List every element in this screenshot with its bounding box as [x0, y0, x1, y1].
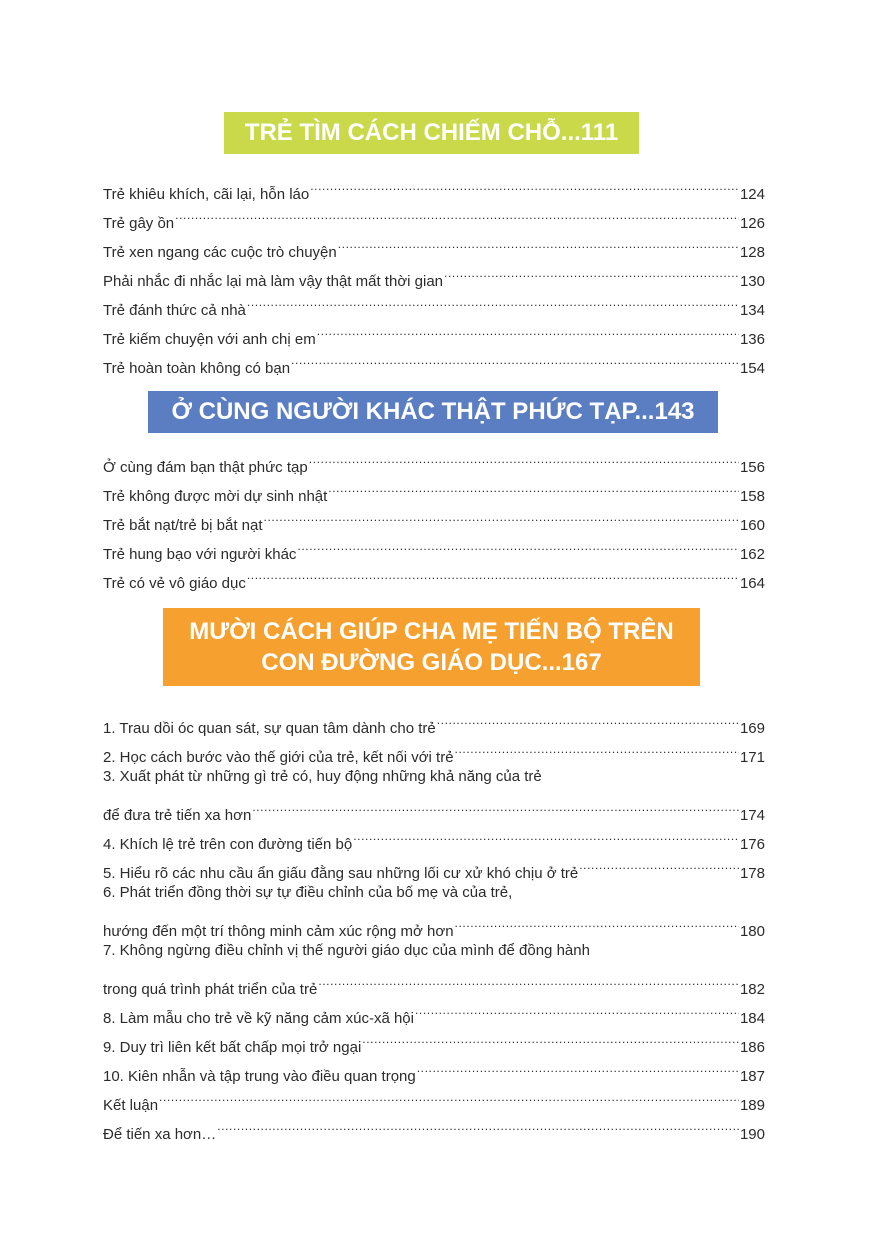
- dot-leader: [362, 1023, 739, 1052]
- toc-entry-title: 7. Không ngừng điều chỉnh vị thế người giáo dục của mình để đồng hành: [103, 942, 590, 959]
- toc-entry-title: Trẻ hung bạo với người khác: [103, 546, 297, 563]
- toc-entry-page: 134: [739, 302, 765, 319]
- dot-leader: [247, 286, 739, 315]
- toc-entry-page: 160: [739, 517, 765, 534]
- dot-leader: [444, 257, 739, 286]
- toc-entry-page: 136: [739, 331, 765, 348]
- dot-leader: [318, 965, 739, 994]
- toc-entry[interactable]: [103, 791, 765, 824]
- toc-list-2: [103, 443, 765, 592]
- toc-entry-page: 178: [739, 865, 765, 882]
- dot-leader: [217, 1110, 739, 1139]
- dot-leader: [264, 501, 739, 530]
- toc-entry-title: Trẻ khiêu khích, cãi lại, hỗn láo: [103, 186, 310, 203]
- toc-entry-title: Kết luận: [103, 1097, 159, 1114]
- toc-entry[interactable]: [103, 965, 765, 998]
- toc-list-1: [103, 170, 765, 377]
- toc-entry-page: 182: [739, 981, 765, 998]
- toc-entry-page: 180: [739, 923, 765, 940]
- dot-leader: [338, 228, 739, 257]
- toc-entry-page: 130: [739, 273, 765, 290]
- toc-entry-page: 164: [739, 575, 765, 592]
- toc-entry-page: 169: [739, 720, 765, 737]
- toc-entry-page: 186: [739, 1039, 765, 1056]
- toc-entry-title: Trẻ đánh thức cả nhà: [103, 302, 246, 319]
- toc-entry-title: Trẻ có vẻ vô giáo dục: [103, 575, 246, 592]
- toc-entry-title: để đưa trẻ tiến xa hơn: [103, 807, 252, 824]
- toc-entry-title: 5. Hiểu rõ các nhu cầu ẩn giấu đằng sau những lối cư xử khó chịu ở trẻ: [103, 865, 579, 882]
- toc-entry[interactable]: [103, 762, 765, 791]
- dot-leader: [309, 443, 739, 472]
- dot-leader: [310, 170, 739, 199]
- dot-leader: [455, 907, 739, 936]
- toc-entry[interactable]: [103, 1110, 765, 1143]
- dot-leader: [415, 994, 739, 1023]
- toc-entry[interactable]: [103, 936, 765, 965]
- toc-entry[interactable]: [103, 1081, 765, 1114]
- toc-entry-title: 4. Khích lệ trẻ trên con đường tiến bộ: [103, 836, 353, 853]
- dot-leader: [247, 559, 739, 588]
- toc-entry[interactable]: [103, 907, 765, 940]
- toc-entry-page: 124: [739, 186, 765, 203]
- toc-entry[interactable]: [103, 704, 765, 737]
- toc-entry-page: 189: [739, 1097, 765, 1114]
- dot-leader: [353, 820, 739, 849]
- toc-entry-page: 156: [739, 459, 765, 476]
- toc-entry-title: 8. Làm mẫu cho trẻ về kỹ năng cảm xúc-xã hội: [103, 1010, 414, 1027]
- toc-entry[interactable]: [103, 443, 765, 476]
- toc-entry[interactable]: [103, 199, 765, 232]
- toc-entry-title: Trẻ kiếm chuyện với anh chị em: [103, 331, 316, 348]
- dot-leader: [437, 704, 739, 733]
- toc-entry-title: Trẻ bắt nạt/trẻ bị bắt nạt: [103, 517, 263, 534]
- section-heading-3: [163, 608, 700, 686]
- toc-entry-page: 128: [739, 244, 765, 261]
- dot-leader: [455, 733, 739, 762]
- toc-entry-page: 187: [739, 1068, 765, 1085]
- dot-leader: [252, 791, 739, 820]
- section-heading-3-line2: CON ĐƯỜNG GIÁO DỤC...167: [261, 649, 602, 676]
- toc-entry-page: 190: [739, 1126, 765, 1143]
- toc-entry-title: Để tiến xa hơn…: [103, 1126, 217, 1143]
- toc-entry-title: 1. Trau dồi óc quan sát, sự quan tâm dành cho trẻ: [103, 720, 436, 737]
- section-heading-3-line1: MƯỜI CÁCH GIÚP CHA MẸ TIẾN BỘ TRÊN: [189, 618, 674, 645]
- toc-entry-title: 9. Duy trì liên kết bất chấp mọi trở ngại: [103, 1039, 362, 1056]
- toc-list-3: [103, 704, 765, 1143]
- dot-leader: [417, 1052, 739, 1081]
- toc-entry[interactable]: [103, 170, 765, 203]
- toc-entry-title: Trẻ xen ngang các cuộc trò chuyện: [103, 244, 337, 261]
- toc-entry-title: Phải nhắc đi nhắc lại mà làm vậy thật mất thời gian: [103, 273, 444, 290]
- dot-leader: [291, 344, 739, 373]
- dot-leader: [328, 472, 739, 501]
- toc-entry-title: 2. Học cách bước vào thế giới của trẻ, kết nối với trẻ: [103, 749, 454, 766]
- toc-entry-page: 158: [739, 488, 765, 505]
- toc-entry-page: 171: [739, 749, 765, 766]
- toc-entry-page: 174: [739, 807, 765, 824]
- toc-entry-page: 176: [739, 836, 765, 853]
- toc-entry-title: 10. Kiên nhẫn và tập trung vào điều quan trọng: [103, 1068, 416, 1085]
- toc-entry-title: Trẻ gây ồn: [103, 215, 175, 232]
- toc-entry-title: Ở cùng đám bạn thật phức tạp: [103, 459, 308, 476]
- toc-entry-title: 6. Phát triển đồng thời sự tự điều chỉnh của bố mẹ và của trẻ,: [103, 884, 513, 901]
- dot-leader: [175, 199, 739, 228]
- toc-entry-title: Trẻ không được mời dự sinh nhật: [103, 488, 328, 505]
- toc-entry[interactable]: [103, 228, 765, 261]
- toc-entry-title: Trẻ hoàn toàn không có bạn: [103, 360, 291, 377]
- toc-entry-page: 184: [739, 1010, 765, 1027]
- toc-entry-title: 3. Xuất phát từ những gì trẻ có, huy động những khả năng của trẻ: [103, 768, 542, 785]
- toc-entry[interactable]: [103, 878, 765, 907]
- toc-entry-page: 162: [739, 546, 765, 563]
- toc-entry-page: 154: [739, 360, 765, 377]
- section-heading-1: TRẺ TÌM CÁCH CHIẾM CHỖ...111: [224, 112, 639, 154]
- toc-entry-page: 126: [739, 215, 765, 232]
- section-heading-2: Ở CÙNG NGƯỜI KHÁC THẬT PHỨC TẠP...143: [148, 391, 718, 433]
- dot-leader: [159, 1081, 739, 1110]
- dot-leader: [317, 315, 739, 344]
- dot-leader: [579, 849, 739, 878]
- toc-entry-title: hướng đến một trí thông minh cảm xúc rộng mở hơn: [103, 923, 454, 940]
- toc-entry-title: trong quá trình phát triển của trẻ: [103, 981, 318, 998]
- dot-leader: [297, 530, 739, 559]
